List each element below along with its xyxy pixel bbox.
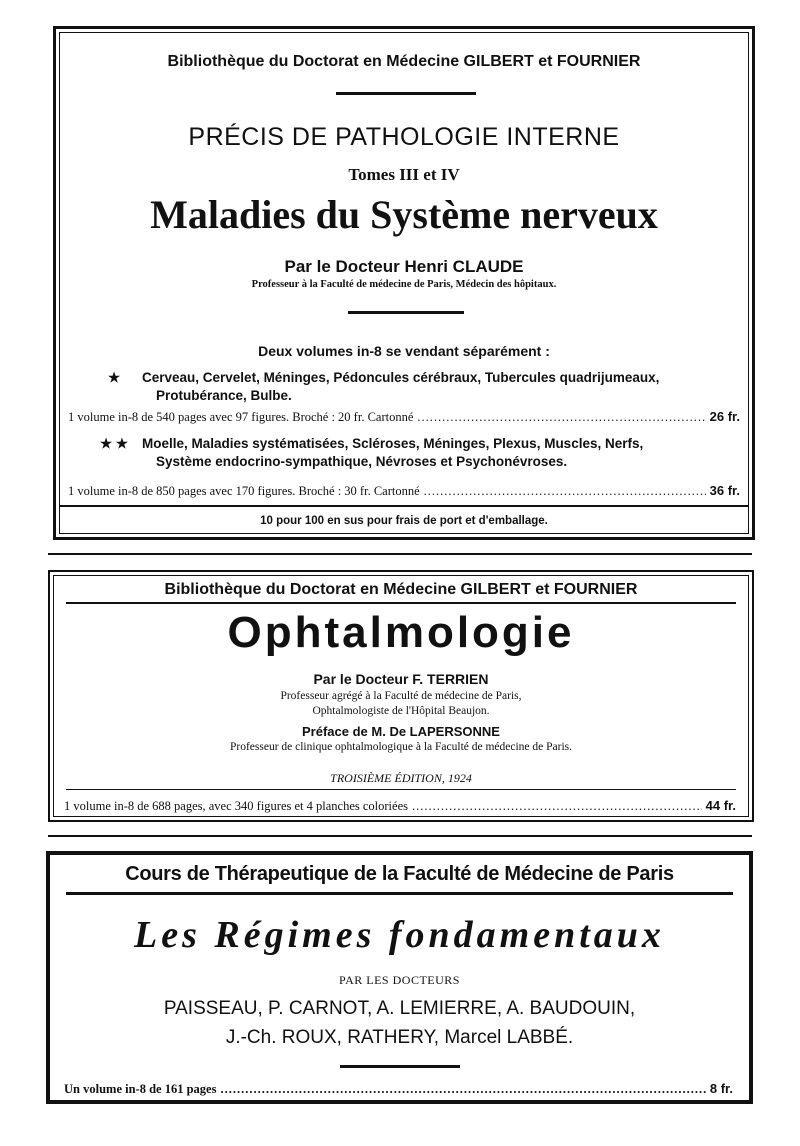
book-subject: Maladies du Système nerveux: [150, 192, 658, 237]
volumes-intro: Deux volumes in-8 se vendant séparément :: [258, 343, 550, 359]
series-heading: Bibliothèque du Doctorat en Médecine GILBERT et FOURNIER: [164, 581, 638, 598]
book-title: Ophtalmologie: [227, 608, 575, 657]
volume-2-contents-cont: Système endocrino-sympathique, Névroses et Psychonévroses.: [156, 454, 568, 469]
divider: [66, 892, 733, 895]
authors-intro: PAR LES DOCTEURS: [339, 973, 460, 987]
author-title-cont: Ophtalmologiste de l'Hôpital Beaujon.: [312, 705, 490, 717]
ad-pathologie-interne: [53, 26, 755, 540]
divider: [66, 602, 736, 604]
section-separator: [48, 835, 752, 837]
shipping-note: 10 pour 100 en sus pour frais de port et d'emballage.: [260, 515, 548, 527]
authors-list-cont: J.-Ch. ROUX, RATHERY, Marcel LABBÉ.: [225, 1027, 574, 1048]
ad-ophtalmologie: [48, 570, 754, 822]
series-heading: Cours de Thérapeutique de la Faculté de Médecine de Paris: [125, 863, 674, 885]
divider: [340, 1065, 460, 1068]
author-name: Par le Docteur Henri CLAUDE: [284, 257, 524, 276]
price: 8 fr.: [709, 1081, 733, 1096]
divider: [66, 789, 736, 790]
volume-price-line: Un volume in-8 de 161 pages ..... 8 fr.: [64, 1081, 733, 1097]
series-heading: Bibliothèque du Doctorat en Médecine GILBERT et FOURNIER: [167, 53, 641, 70]
author-name: Par le Docteur F. TERRIEN: [313, 671, 489, 687]
book-title: Les Régimes fondamentaux: [134, 914, 665, 956]
book-title: PRÉCIS DE PATHOLOGIE INTERNE: [188, 123, 620, 151]
volume-2-price-line: 1 volume in-8 de 850 pages avec 170 figures. Broché : 30 fr. Cartonné ..... 36 fr.: [68, 483, 740, 499]
section-separator: [48, 553, 752, 555]
preface-author: Préface de M. De LAPERSONNE: [302, 724, 500, 739]
ad-regimes-fondamentaux: [46, 851, 753, 1104]
divider: [348, 311, 464, 314]
divider: [60, 505, 748, 507]
volume-2-contents: Moelle, Maladies systématisées, Scléroses, Méninges, Plexus, Muscles, Nerfs,: [142, 436, 644, 451]
authors-list: PAISSEAU, P. CARNOT, A. LEMIERRE, A. BAUDOUIN,: [163, 998, 636, 1019]
preface-author-title: Professeur de clinique ophtalmologique à la Faculté de médecine de Paris.: [229, 741, 573, 753]
volume-price-line: 1 volume in-8 de 688 pages, avec 340 figures et 4 planches coloriées ..... 44 fr.: [64, 798, 736, 814]
price: 44 fr.: [705, 798, 736, 813]
volume-1-contents: Cerveau, Cervelet, Méninges, Pédoncules cérébraux, Tubercules quadrijumeaux,: [142, 370, 660, 385]
volume-1-contents-cont: Protubérance, Bulbe.: [156, 388, 292, 403]
volume-1-price-line: 1 volume in-8 de 540 pages avec 97 figures. Broché : 20 fr. Cartonné ..... 26 fr.: [68, 409, 740, 425]
price: 36 fr.: [709, 483, 740, 498]
divider: [336, 92, 476, 95]
price: 26 fr.: [709, 409, 740, 424]
volume-1-stars: ★: [108, 370, 121, 385]
volume-2-stars: ★ ★: [100, 436, 128, 451]
edition-label: TROISIÈME ÉDITION, 1924: [330, 771, 472, 785]
author-title: Professeur agrégé à la Faculté de médecine de Paris,: [280, 690, 522, 702]
tomes-label: Tomes III et IV: [348, 165, 460, 184]
author-title: Professeur à la Faculté de médecine de Paris, Médecin des hôpitaux.: [251, 279, 557, 290]
